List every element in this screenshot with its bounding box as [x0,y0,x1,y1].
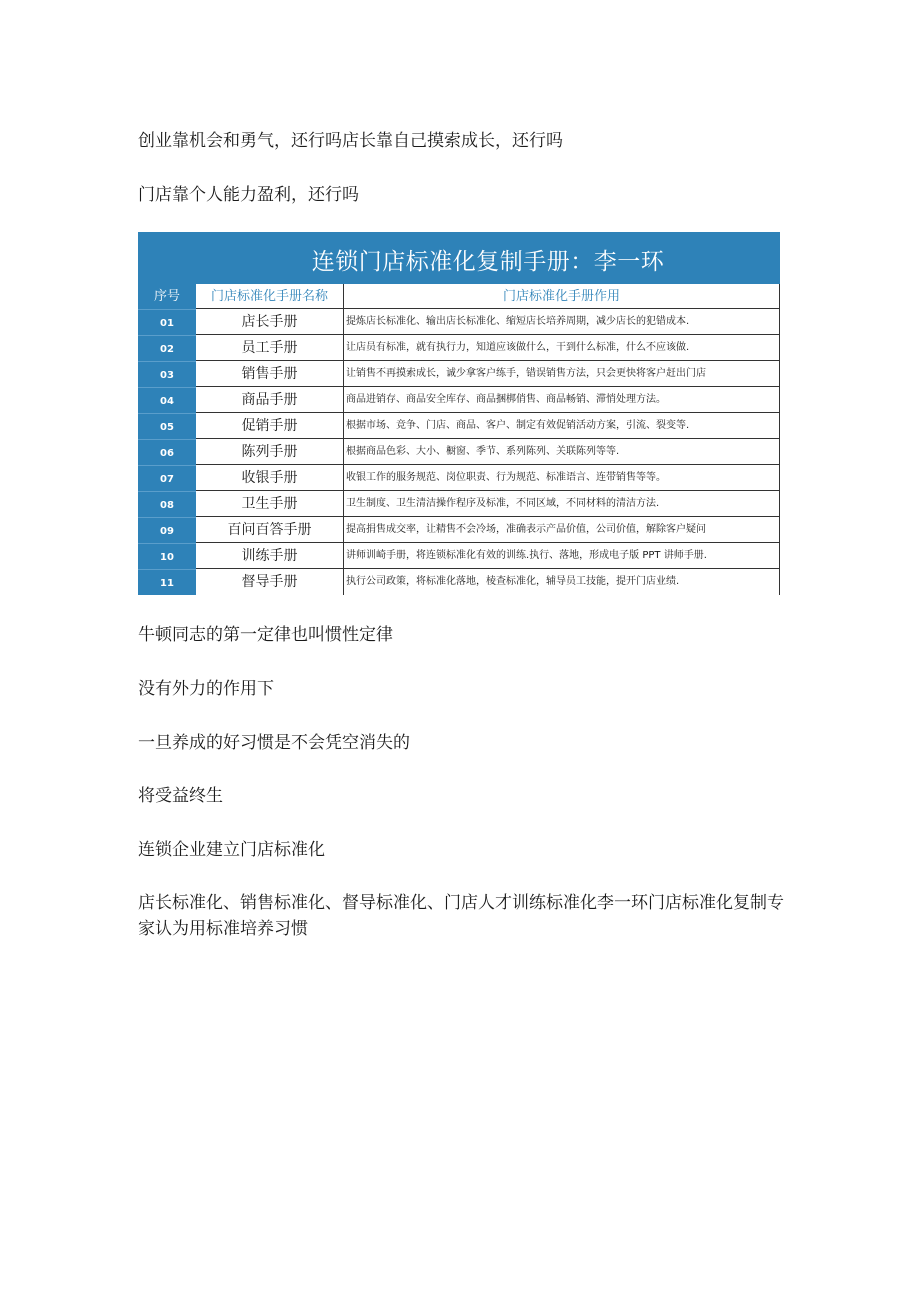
row-seq: 06 [138,439,196,465]
row-use: 讲师训崎手册，将连锁标准化有效的训练.执行、落地，形成电子版 PPT 讲师手册. [344,543,780,569]
row-seq: 11 [138,569,196,595]
row-use: 根据商品色彩、大小、橱窗、季节、系列陈列、关联陈列等等. [344,439,780,465]
row-seq: 01 [138,309,196,335]
row-use: 商品进销存、商品安全库存、商品捆梆俏售、商品畅销、滞悄处理方法。 [344,387,780,413]
row-use: 提高捐售成交率，让精售不会冷场，准确表示产品价值，公司价值，解除客户疑问 [344,517,780,543]
row-seq: 10 [138,543,196,569]
table-row [138,569,780,595]
row-use: 让店员有标准，就有执行力，知道应该做什么，干到什么标准，什么不应该做. [344,335,780,361]
body-paragraph-6: 店长标准化、销售标准化、督导标准化、门店人才训练标准化李一环门店标准化复制专家认为用标准培养习惯 [138,893,784,939]
row-seq: 03 [138,361,196,387]
handbook-table [138,232,780,594]
table-row [138,439,780,465]
title-corner [138,232,196,284]
row-name: 销售手册 [196,361,344,387]
body-paragraph-2: 没有外力的作用下 [138,679,274,699]
row-name: 卫生手册 [196,491,344,517]
header-seq: 序号 [138,284,196,309]
table-row [138,491,780,517]
table-row [138,465,780,491]
table-row [138,309,780,335]
row-name: 百问百答手册 [196,517,344,543]
row-seq: 02 [138,335,196,361]
table-row [138,543,780,569]
row-name: 员工手册 [196,335,344,361]
row-use: 卫生制度、卫生清洁操作程序及标准，不同区域，不同材料的清洁方法. [344,491,780,517]
row-use: 根据市场、竞争、门店、商品、客户、制定有效促销活动方案，引流、裂变等. [344,413,780,439]
row-name: 促销手册 [196,413,344,439]
row-use: 收银工作的服务规范、岗位职责、行为规范、标准语言、连带销售等等。 [344,465,780,491]
row-name: 收银手册 [196,465,344,491]
table-row [138,361,780,387]
row-seq: 08 [138,491,196,517]
row-use: 执行公司政策，将标准化落地，棱查标准化，辅导员工技能，提开门店业绩. [344,569,780,595]
row-seq: 07 [138,465,196,491]
table-row [138,517,780,543]
intro-line-2: 门店靠个人能力盈利，还行吗 [138,185,359,205]
row-name: 训练手册 [196,543,344,569]
body-paragraph-4: 将受益终生 [138,786,223,806]
body-paragraph-5: 连锁企业建立门店标准化 [138,840,325,860]
row-seq: 09 [138,517,196,543]
handbook-title: 连锁门店标准化复制手册：李一环 [311,249,665,275]
header-use: 门店标准化手册作用 [344,284,780,309]
row-seq: 04 [138,387,196,413]
table-row [138,335,780,361]
row-use: 提炼店长标准化、输出店长标准化、缩短店长培养周期，减少店长的犯错成本. [344,309,780,335]
header-name: 门店标准化手册名称 [196,284,344,309]
row-name: 陈列手册 [196,439,344,465]
row-name: 商品手册 [196,387,344,413]
body-paragraph-3: 一旦养成的好习惯是不会凭空消失的 [138,733,410,753]
table-row [138,387,780,413]
row-name: 店长手册 [196,309,344,335]
row-seq: 05 [138,413,196,439]
row-name: 督导手册 [196,569,344,595]
body-paragraph-1: 牛顿同志的第一定律也叫惯性定律 [138,625,393,645]
table-row [138,413,780,439]
row-use: 让销售不再摸索成长，诚少拿客户练手，错误销售方法，只会更快将客户赶出门店 [344,361,780,387]
intro-line-1: 创业靠机会和勇气，还行吗店长靠自己摸索成长，还行吗 [138,131,563,151]
